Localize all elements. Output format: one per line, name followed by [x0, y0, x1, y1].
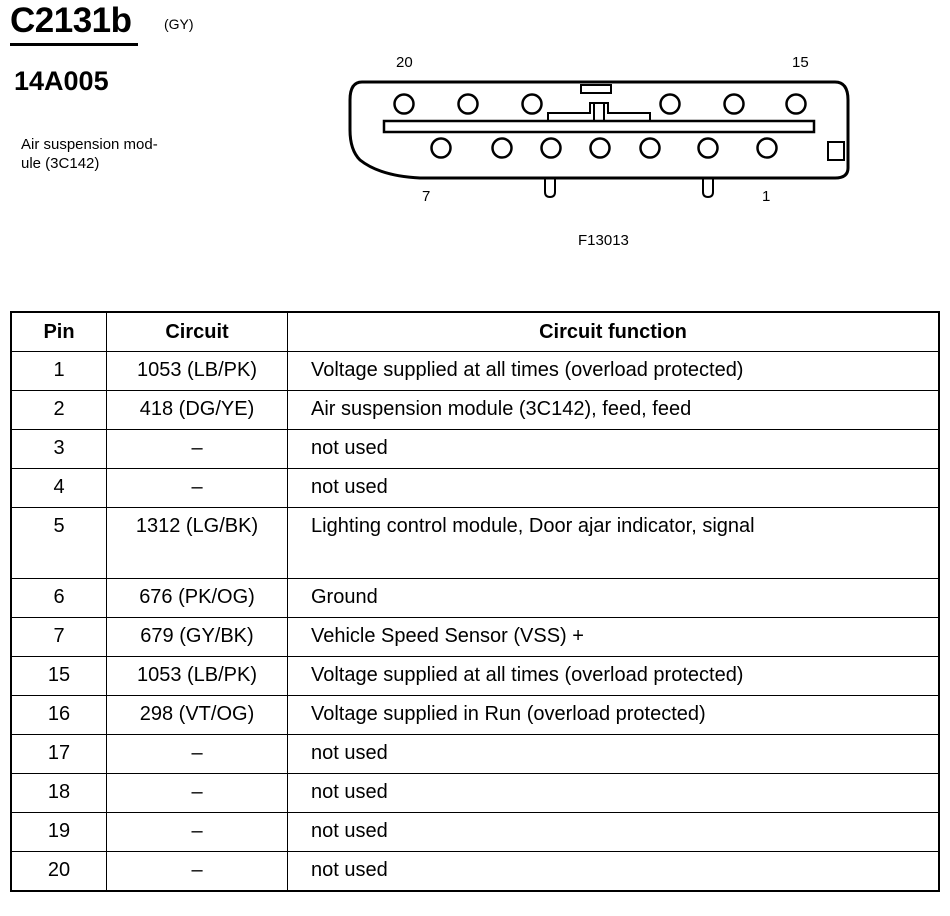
circuit-cell: 1053 (LB/PK): [107, 657, 288, 696]
part-number: 14A005: [14, 66, 109, 96]
table-row: [11, 579, 939, 618]
table-header-row: [11, 312, 939, 352]
description-line-1: Air suspension mod-: [21, 136, 158, 153]
description-line-2: ule (3C142): [21, 155, 100, 172]
pinout-table: [10, 311, 940, 892]
pin-cell: 16: [11, 696, 107, 735]
table-row: [11, 852, 939, 892]
pin-label-top-right: 15: [792, 54, 809, 71]
pin-cell: 17: [11, 735, 107, 774]
header-circuit-function: Circuit function: [288, 312, 940, 352]
table-row: [11, 469, 939, 508]
function-cell: not used: [288, 735, 940, 774]
circuit-cell: –: [107, 852, 288, 892]
bottom-peg-left: [545, 178, 555, 197]
side-nub: [828, 142, 844, 160]
pin-cell: 3: [11, 430, 107, 469]
pin-cavity: [725, 95, 744, 114]
module-description: [21, 135, 196, 173]
circuit-cell: 679 (GY/BK): [107, 618, 288, 657]
function-cell: not used: [288, 469, 940, 508]
circuit-cell: –: [107, 735, 288, 774]
pin-label-bottom-right: 1: [762, 188, 771, 205]
pin-cell: 7: [11, 618, 107, 657]
pin-cavity: [523, 95, 542, 114]
function-cell: Voltage supplied in Run (overload protected): [288, 696, 940, 735]
circuit-cell: –: [107, 813, 288, 852]
header-circuit: Circuit: [107, 312, 288, 352]
pin-cavity: [699, 139, 718, 158]
table-row: [11, 657, 939, 696]
connector-face-diagram: [340, 70, 860, 200]
bottom-peg-right: [703, 178, 713, 197]
divider-bar: [384, 121, 814, 132]
function-cell: Ground: [288, 579, 940, 618]
pin-cavity: [591, 139, 610, 158]
circuit-cell: 418 (DG/YE): [107, 391, 288, 430]
table-row: [11, 430, 939, 469]
table-row: [11, 352, 939, 391]
pin-cavity: [542, 139, 561, 158]
table-row: [11, 618, 939, 657]
pin-cavity: [641, 139, 660, 158]
circuit-cell: 1053 (LB/PK): [107, 352, 288, 391]
function-cell: not used: [288, 774, 940, 813]
pin-cavity: [661, 95, 680, 114]
latch-tab: [581, 85, 611, 93]
color-code: (GY): [164, 16, 194, 32]
pin-cell: 2: [11, 391, 107, 430]
function-cell: Vehicle Speed Sensor (VSS) +: [288, 618, 940, 657]
pin-cavity: [787, 95, 806, 114]
circuit-cell: –: [107, 774, 288, 813]
pin-cavity: [758, 139, 777, 158]
circuit-cell: –: [107, 469, 288, 508]
function-cell: Air suspension module (3C142), feed, feed: [288, 391, 940, 430]
pin-cell: 19: [11, 813, 107, 852]
pin-cavity: [432, 139, 451, 158]
pin-cell: 1: [11, 352, 107, 391]
connector-housing: [350, 82, 848, 178]
pin-cavity: [493, 139, 512, 158]
pin-cavity: [395, 95, 414, 114]
pin-label-top-left: 20: [396, 54, 413, 71]
table-row: [11, 696, 939, 735]
center-key: [548, 103, 650, 121]
table-row: [11, 735, 939, 774]
title-underline: [10, 43, 138, 46]
pin-cavity: [459, 95, 478, 114]
table-row: [11, 813, 939, 852]
function-cell: Lighting control module, Door ajar indicator, signal: [288, 508, 940, 579]
pin-cell: 18: [11, 774, 107, 813]
table-row: [11, 774, 939, 813]
table-row: [11, 508, 939, 579]
function-cell: not used: [288, 813, 940, 852]
circuit-cell: –: [107, 430, 288, 469]
pin-label-bottom-left: 7: [422, 188, 431, 205]
function-cell: Voltage supplied at all times (overload protected): [288, 352, 940, 391]
header-pin: Pin: [11, 312, 107, 352]
circuit-cell: 676 (PK/OG): [107, 579, 288, 618]
circuit-cell: 1312 (LG/BK): [107, 508, 288, 579]
pin-cell: 20: [11, 852, 107, 892]
pin-cell: 4: [11, 469, 107, 508]
pin-cell: 15: [11, 657, 107, 696]
pin-cell: 6: [11, 579, 107, 618]
circuit-cell: 298 (VT/OG): [107, 696, 288, 735]
connector-id: C2131b: [10, 1, 132, 40]
function-cell: not used: [288, 852, 940, 892]
pin-cell: 5: [11, 508, 107, 579]
function-cell: Voltage supplied at all times (overload protected): [288, 657, 940, 696]
table-row: [11, 391, 939, 430]
figure-id: F13013: [578, 232, 629, 249]
function-cell: not used: [288, 430, 940, 469]
